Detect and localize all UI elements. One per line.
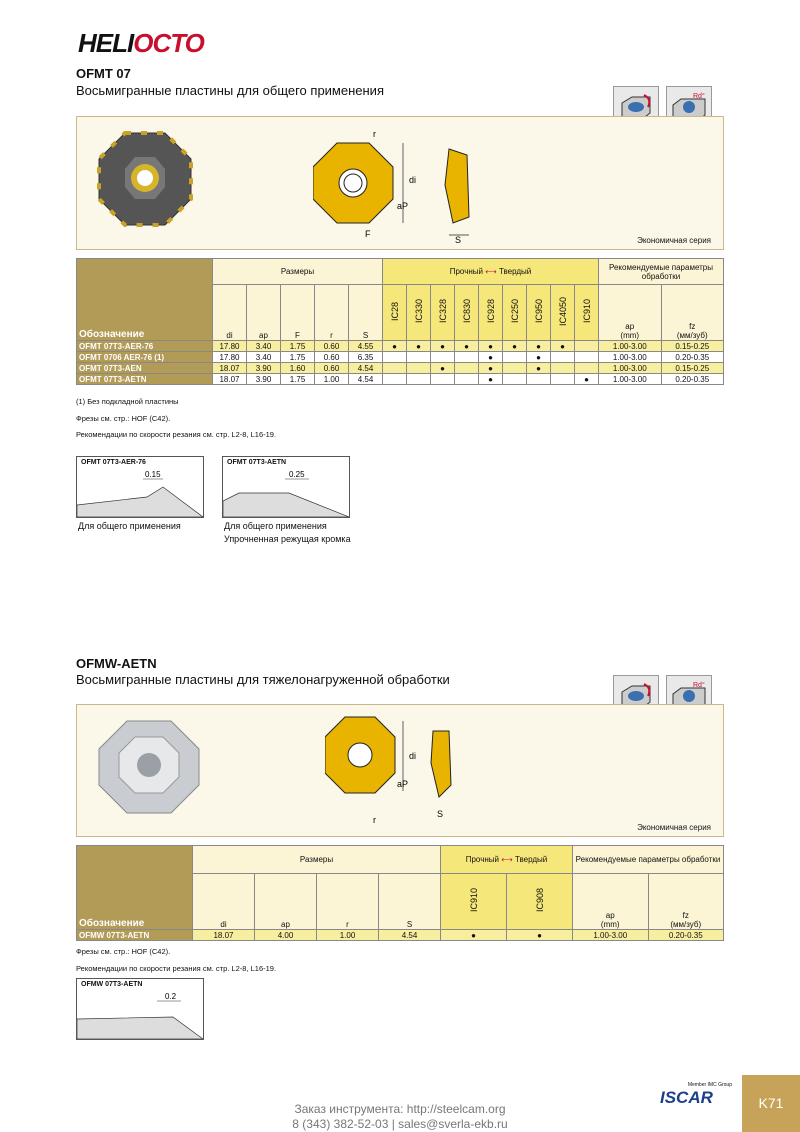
section1-image-panel xyxy=(76,116,724,250)
detail-value: 0.2 xyxy=(165,992,177,1001)
dim-value: 3.40 xyxy=(247,352,281,363)
dim-value: 18.07 xyxy=(193,930,255,941)
grade-col: IC250 xyxy=(503,285,527,341)
detail-value: 0.25 xyxy=(289,470,305,479)
grade-cell xyxy=(383,363,407,374)
dim-col-di: di xyxy=(193,874,255,930)
iscar-logo: Member IMC Group ISCAR xyxy=(660,1082,732,1107)
grade-cell xyxy=(431,374,455,385)
dims-header: Размеры xyxy=(213,259,383,285)
grade-available-icon: ● xyxy=(575,374,599,385)
dim-col-di: di xyxy=(213,285,247,341)
rec-ap-value: 1.00-3.00 xyxy=(599,352,662,363)
recommend-header: Рекомендуемые параметры обработки xyxy=(573,846,724,874)
grade-available-icon: ● xyxy=(455,341,479,352)
grade-col: IC4050 xyxy=(551,285,575,341)
grade-available-icon: ● xyxy=(479,352,503,363)
rec-fz-value: 0.20-0.35 xyxy=(648,930,724,941)
grade-cell xyxy=(575,341,599,352)
grade-cell xyxy=(455,374,479,385)
section2-image-panel xyxy=(76,704,724,837)
detail-caption-2: Упрочненная режущая кромка xyxy=(224,534,351,544)
grade-cell xyxy=(455,352,479,363)
dim-value: 6.35 xyxy=(349,352,383,363)
grade-cell xyxy=(431,352,455,363)
dim-value: 1.75 xyxy=(281,341,315,352)
grade-cell xyxy=(503,374,527,385)
insert-designation: OFMT 07T3-AEN xyxy=(77,363,213,374)
grade-available-icon: ● xyxy=(407,341,431,352)
detail-value: 0.15 xyxy=(145,470,161,479)
rec-ap-value: 1.00-3.00 xyxy=(599,341,662,352)
section1-title: OFMT 07 xyxy=(76,66,131,81)
rec-ap-value: 1.00-3.00 xyxy=(599,363,662,374)
arrow-icon: ⟷ xyxy=(501,855,513,864)
section1-note-2: Фрезы см. стр.: HOF (C42). xyxy=(76,414,171,423)
dim-value: 4.54 xyxy=(349,374,383,385)
grade-cell xyxy=(551,363,575,374)
grade-cell xyxy=(407,363,431,374)
grade-col: IC830 xyxy=(455,285,479,341)
grade-cell xyxy=(527,374,551,385)
grade-col: IC28 xyxy=(383,285,407,341)
dim-di: di xyxy=(409,751,417,761)
grade-cell xyxy=(551,352,575,363)
grade-cell xyxy=(407,352,431,363)
rec-fz-value: 0.15-0.25 xyxy=(661,341,724,352)
dim-value: 17.80 xyxy=(213,341,247,352)
dim-col-f: F xyxy=(281,285,315,341)
grade-cell xyxy=(575,363,599,374)
grade-cell xyxy=(383,352,407,363)
rd-label: Rd° xyxy=(693,93,705,100)
dim-value: 17.80 xyxy=(213,352,247,363)
dim-value: 1.60 xyxy=(281,363,315,374)
dim-s: S xyxy=(437,809,444,819)
detail-ofmw: OFMW 07T3-AETN 0.2 xyxy=(76,978,204,1040)
dim-value: 0.60 xyxy=(315,341,349,352)
rec-fz-header: fz (мм/зуб) xyxy=(648,874,724,930)
grades-header: Прочный ⟷ Твердый xyxy=(383,259,599,285)
grade-cell xyxy=(551,374,575,385)
arrow-icon: ⟷ xyxy=(485,267,497,276)
section2-table xyxy=(76,845,724,941)
dim-r: r xyxy=(373,129,376,139)
dim-value: 1.00 xyxy=(317,930,379,941)
dim-value: 3.40 xyxy=(247,341,281,352)
dim-col-ap: ap xyxy=(255,874,317,930)
grade-available-icon: ● xyxy=(503,341,527,352)
dim-value: 18.07 xyxy=(213,374,247,385)
table-row xyxy=(77,930,724,941)
grade-col: IC330 xyxy=(407,285,431,341)
rec-ap-value: 1.00-3.00 xyxy=(599,374,662,385)
rd-label: Rd° xyxy=(693,682,705,689)
dim-value: 1.00 xyxy=(315,374,349,385)
grade-cell xyxy=(575,352,599,363)
insert-designation: OFMT 07T3-AETN xyxy=(77,374,213,385)
rec-fz-header: fz (мм/зуб) xyxy=(661,285,724,341)
footer-line-2: 8 (343) 382-52-03 | sales@sverla-ekb.ru xyxy=(292,1117,508,1131)
recommend-header: Рекомендуемые параметры обработки xyxy=(599,259,724,285)
dim-value: 3.90 xyxy=(247,374,281,385)
grade-available-icon: ● xyxy=(479,374,503,385)
section1-subtitle: Восьмигранные пластины для общего применения xyxy=(76,83,384,98)
section2-title: OFMW-AETN xyxy=(76,656,157,671)
dim-value: 4.00 xyxy=(255,930,317,941)
heliocto-logo: HELIOCTO xyxy=(78,28,204,58)
grade-cell xyxy=(455,363,479,374)
dim-value: 1.75 xyxy=(281,352,315,363)
dim-ap: aP xyxy=(397,201,409,211)
grade-col: IC910 xyxy=(441,874,507,930)
grade-available-icon: ● xyxy=(527,363,551,374)
insert-designation: OFMT 07T3-AER-76 xyxy=(77,341,213,352)
rec-ap-header: ap (mm) xyxy=(599,285,662,341)
grade-available-icon: ● xyxy=(431,341,455,352)
rec-fz-value: 0.20-0.35 xyxy=(661,352,724,363)
dim-value: 4.54 xyxy=(349,363,383,374)
detail-caption: Для общего применения xyxy=(78,521,181,531)
section2-subtitle: Восьмигранные пластины для тяжелонагруженной обработки xyxy=(76,672,450,687)
grade-cell xyxy=(407,374,431,385)
dim-value: 4.54 xyxy=(379,930,441,941)
grade-col: IC910 xyxy=(575,285,599,341)
rec-ap-header: ap (mm) xyxy=(573,874,649,930)
dim-ap: aP xyxy=(397,779,409,789)
table-row xyxy=(77,341,724,352)
insert-designation: OFMT 0706 AER-76 (1) xyxy=(77,352,213,363)
page-number: K71 xyxy=(742,1075,800,1132)
section1-note-3: Рекомендации по скорости резания см. стр. L2-8, L16-19. xyxy=(76,430,277,439)
dim-col-s: S xyxy=(379,874,441,930)
insert-dimension-drawing xyxy=(313,125,493,243)
dim-f: F xyxy=(365,229,371,239)
grade-available-icon: ● xyxy=(551,341,575,352)
grade-col: IC908 xyxy=(507,874,573,930)
grade-col: IC328 xyxy=(431,285,455,341)
grade-available-icon: ● xyxy=(527,352,551,363)
grade-available-icon: ● xyxy=(479,341,503,352)
section2-note-2: Рекомендации по скорости резания см. стр. L2-8, L16-19. xyxy=(76,964,277,973)
grade-available-icon: ● xyxy=(527,341,551,352)
section2-economy-label: Экономичная серия xyxy=(637,823,711,832)
grade-available-icon: ● xyxy=(507,930,573,941)
detail-caption: Для общего применения xyxy=(224,521,327,531)
dim-col-ap: ap xyxy=(247,285,281,341)
insert-designation: OFMW 07T3-AETN xyxy=(77,930,193,941)
dim-col-r: r xyxy=(317,874,379,930)
dim-col-r: r xyxy=(315,285,349,341)
rec-fz-value: 0.15-0.25 xyxy=(661,363,724,374)
section1-economy-label: Экономичная серия xyxy=(637,236,711,245)
grade-available-icon: ● xyxy=(441,930,507,941)
grade-col: IC950 xyxy=(527,285,551,341)
table-row xyxy=(77,374,724,385)
grade-available-icon: ● xyxy=(383,341,407,352)
dim-s: S xyxy=(455,235,462,243)
grade-cell xyxy=(383,374,407,385)
dim-value: 18.07 xyxy=(213,363,247,374)
col-name-header: Обозначение xyxy=(77,259,213,341)
grade-cell xyxy=(503,352,527,363)
dim-value: 3.90 xyxy=(247,363,281,374)
dim-di: di xyxy=(409,175,417,185)
rec-fz-value: 0.20-0.35 xyxy=(661,374,724,385)
grade-cell xyxy=(503,363,527,374)
section1-table xyxy=(76,258,724,385)
insert-photo xyxy=(95,715,203,819)
table-row xyxy=(77,352,724,363)
dim-value: 0.60 xyxy=(315,363,349,374)
table-row xyxy=(77,363,724,374)
insert-dimension-drawing xyxy=(325,713,485,831)
grade-available-icon: ● xyxy=(479,363,503,374)
dim-r: r xyxy=(373,815,376,825)
insert-photo xyxy=(95,127,195,231)
section1-note-1: (1) Без подкладной пластины xyxy=(76,397,179,406)
dim-value: 0.60 xyxy=(315,352,349,363)
detail-aer76: OFMT 07T3-AER-76 0.15 xyxy=(76,456,204,518)
footer-line-1: Заказ инструмента: http://steelcam.org xyxy=(294,1102,506,1116)
dim-col-s: S xyxy=(349,285,383,341)
dim-value: 4.55 xyxy=(349,341,383,352)
grades-header: Прочный ⟷ Твердый xyxy=(441,846,573,874)
dim-value: 1.75 xyxy=(281,374,315,385)
grade-available-icon: ● xyxy=(431,363,455,374)
detail-aetn: OFMT 07T3-AETN 0.25 xyxy=(222,456,350,518)
col-name-header: Обозначение xyxy=(77,846,193,930)
grade-col: IC928 xyxy=(479,285,503,341)
dims-header: Размеры xyxy=(193,846,441,874)
section2-note-1: Фрезы см. стр.: HOF (C42). xyxy=(76,947,171,956)
rec-ap-value: 1.00-3.00 xyxy=(573,930,649,941)
